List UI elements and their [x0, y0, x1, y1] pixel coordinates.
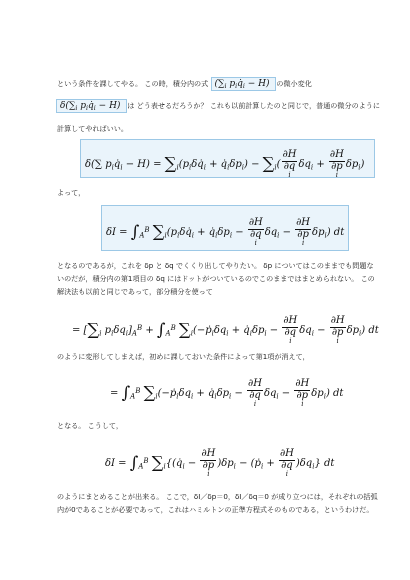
inline-formula-variation: $\delta(\sum_i$ $p_iq̇_i - H$): [56, 99, 127, 113]
equation-2-box: [101, 205, 349, 251]
equation-1: δ(∑ $p_iq̇_i - H$) = $\sum_i(p_i\delta q̇_i$ + $q̇_i\delta p_i) - \sum_i$( ∂H ∂q i $\delta q_i$ + ∂H ∂p i $\delta p_i$): [85, 149, 365, 179]
text-line-2: [56, 101, 380, 113]
equation-4-wrap: [106, 371, 356, 411]
equation-2: $\delta I = \int_A^B$ $\sum_i(p_i\delta q̇_i$ + $q̇_i\delta p_i$ − ∂H ∂q i $\delta q_i$ − ∂H ∂p i $\delta p_i$) dt: [106, 217, 345, 247]
inline-formula-lagrangian-integrand: ($\sum_i$ $p_iq̇_i - H$): [211, 77, 277, 91]
text-line-11: 内が0であることが必要であって，これはハミルトンの正準方程式そのものである，というわけだ。: [57, 505, 374, 514]
equation-3: = [$\sum_i$ $p_i\delta q_i]_A^B + \int_A^B$ $\sum_i(-ṗ_i\delta q_i$ + $q̇_i\delta p_i$ − ∂H ∂q i $\delta q_i$ − ∂H ∂p i $\delta p_i$) dt: [72, 315, 379, 345]
text-line-9: となる。 こうして，: [57, 421, 123, 430]
text-line-2b: は どう表せるだろうか？ これも以前計算したのと同じで，普通の微分のように: [127, 101, 380, 110]
equation-4: = $\int_A^B$ $\sum_i(-ṗ_i\delta q_i$ + $q̇_i\delta p_i$ − ∂H ∂q i $\delta q_i$ − ∂H ∂p i $\delta p_i$) dt: [110, 378, 344, 408]
text-line-8: のように変形してしまえば，初めに課しておいた条件によって第1項が消えて，: [57, 352, 310, 361]
text-line-7: 解決法も以前と同じであって，部分積分を使って: [57, 287, 213, 296]
text-line-1a: という条件を課してやる。 この時，積分内の式: [57, 79, 209, 88]
text-line-5: となるのであるが，これを δp と δq でくくり出してやりたい。 δp についてはこのままでも問題な: [57, 261, 374, 270]
equation-5-wrap: [101, 440, 351, 482]
text-line-1: [57, 79, 312, 91]
equation-3-wrap: [68, 306, 379, 346]
text-line-3: 計算してやればいい。: [57, 124, 128, 133]
equation-1-box: [80, 139, 375, 178]
text-line-10: のようにまとめることが出来る。 ここで，δI／δp＝0，δI／δq＝0 が成り立つには，それぞれの括弧: [57, 492, 378, 501]
equation-5: $\delta I = \int_A^B$ $\sum_i\{(q̇_i$ − ∂H ∂p i )$\delta p_i$ − (ṗ$_i$ + ∂H ∂q i )$\delta q_i$} dt: [105, 448, 335, 478]
text-line-4: よって，: [57, 188, 86, 197]
text-line-6: いのだが，積分内の第1項目の δq にはドットがついているのでこのままではまとめられない。 この: [57, 274, 375, 283]
text-line-1b: の微小変化: [276, 79, 312, 88]
